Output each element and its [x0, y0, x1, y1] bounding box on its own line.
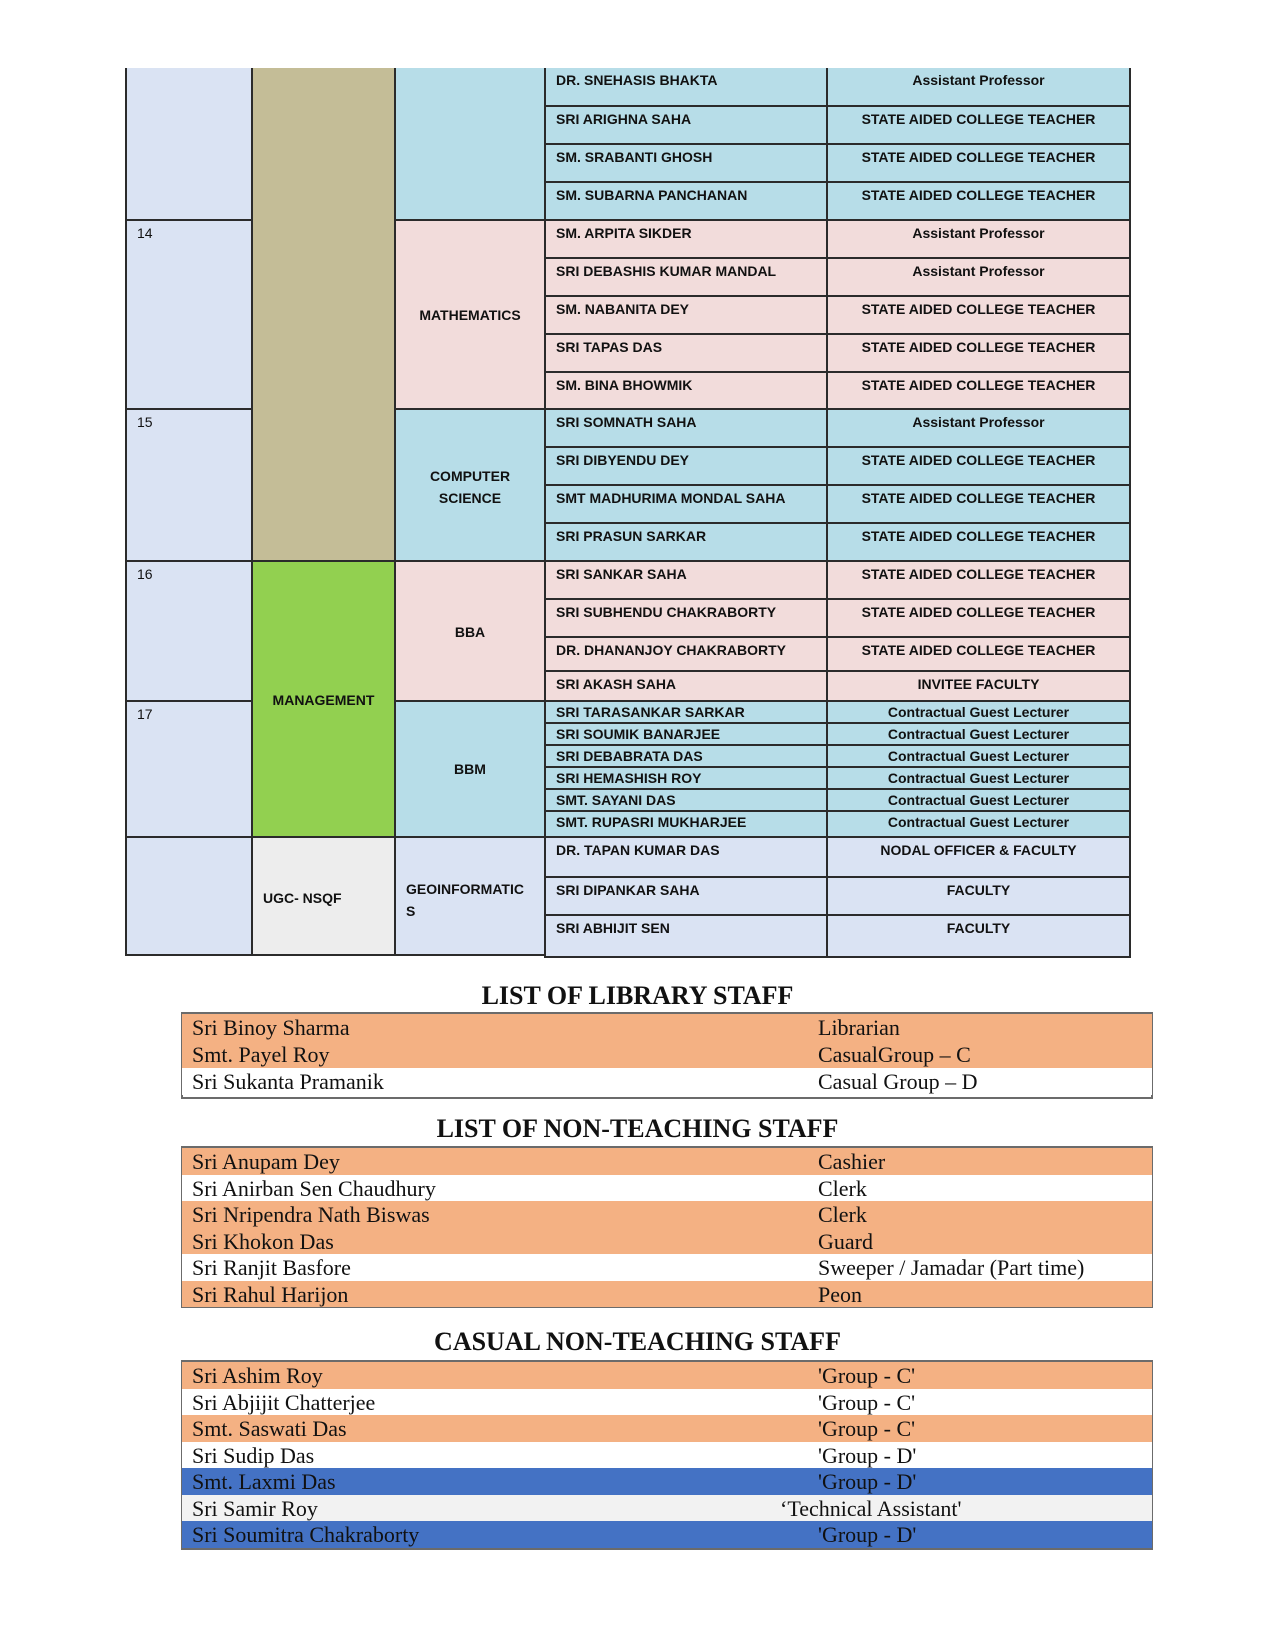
- faculty-designation-cell: [826, 876, 1131, 916]
- faculty-designation: Assistant Professor: [912, 414, 1045, 430]
- faculty-name: SRI DIPANKAR SAHA: [556, 882, 700, 898]
- faculty-designation-cell: [826, 105, 1131, 145]
- faculty-designation-cell: [826, 446, 1131, 486]
- faculty-designation: STATE AIDED COLLEGE TEACHER: [861, 604, 1096, 620]
- staff-row: [182, 1389, 1152, 1416]
- staff-role: Clerk: [818, 1175, 867, 1201]
- serial-cell: [125, 700, 253, 838]
- faculty-designation: Contractual Guest Lecturer: [887, 770, 1070, 786]
- faculty-designation: STATE AIDED COLLEGE TEACHER: [861, 642, 1096, 658]
- stream-cell-ugc: [251, 836, 396, 956]
- faculty-name: SMT MADHURIMA MONDAL SAHA: [556, 490, 786, 506]
- faculty-name-cell: [544, 446, 828, 486]
- stream-cell-management: [251, 560, 396, 838]
- staff-row: [182, 1148, 1152, 1175]
- dept-cell-bbm: [394, 700, 546, 838]
- staff-role: Casual Group – D: [818, 1069, 978, 1094]
- dept-label: MATHEMATICS: [419, 307, 521, 323]
- faculty-designation-cell: [826, 722, 1131, 746]
- faculty-designation-cell: [826, 766, 1131, 790]
- faculty-designation: INVITEE FACULTY: [917, 676, 1040, 692]
- faculty-name-cell: [544, 876, 828, 916]
- serial-cell: [125, 68, 253, 221]
- faculty-name: DR. SNEHASIS BHAKTA: [556, 72, 718, 88]
- faculty-name: SRI PRASUN SARKAR: [556, 528, 707, 544]
- faculty-name: SM. SUBARNA PANCHANAN: [556, 187, 748, 203]
- staff-role: Sweeper / Jamadar (Part time): [818, 1255, 1085, 1280]
- serial-number: 17: [137, 706, 153, 722]
- faculty-name-cell: [544, 68, 828, 107]
- faculty-designation-cell: [826, 744, 1131, 768]
- staff-role: 'Group - D': [818, 1522, 917, 1547]
- faculty-name-cell: [544, 181, 828, 221]
- faculty-designation: STATE AIDED COLLEGE TEACHER: [861, 111, 1096, 127]
- faculty-name-cell: [544, 371, 828, 410]
- faculty-name-cell: [544, 257, 828, 297]
- faculty-designation-cell: [826, 914, 1131, 958]
- faculty-name: SM. SRABANTI GHOSH: [556, 149, 713, 165]
- serial-cell: [125, 408, 253, 562]
- staff-role: 'Group - C': [818, 1363, 916, 1388]
- faculty-designation: Assistant Professor: [912, 72, 1045, 88]
- faculty-designation-cell: [826, 700, 1131, 724]
- staff-row: [182, 1362, 1152, 1389]
- faculty-designation-cell: [826, 636, 1131, 672]
- faculty-designation-cell: [826, 408, 1131, 448]
- faculty-name-cell: [544, 722, 828, 746]
- staff-row: [182, 1254, 1152, 1281]
- staff-name: Sri Rahul Harijon: [192, 1281, 349, 1307]
- staff-row: [182, 1495, 1152, 1522]
- faculty-designation: Assistant Professor: [912, 225, 1045, 241]
- staff-name: Sri Sukanta Pramanik: [192, 1069, 384, 1094]
- faculty-name: SM. BINA BHOWMIK: [556, 377, 693, 393]
- faculty-name: SRI DEBASHIS KUMAR MANDAL: [556, 263, 777, 279]
- staff-row: [182, 1468, 1152, 1495]
- faculty-designation-cell: [826, 560, 1131, 600]
- faculty-name: SM. ARPITA SIKDER: [556, 225, 692, 241]
- faculty-name-cell: [544, 408, 828, 448]
- dept-label: S: [406, 903, 416, 919]
- dept-label: COMPUTER: [429, 468, 511, 484]
- faculty-name: SMT. RUPASRI MUKHARJEE: [556, 814, 747, 830]
- serial-number: 15: [137, 414, 153, 430]
- faculty-designation-cell: [826, 181, 1131, 221]
- faculty-designation-cell: [826, 219, 1131, 259]
- faculty-designation: STATE AIDED COLLEGE TEACHER: [861, 452, 1096, 468]
- staff-role: Librarian: [818, 1015, 900, 1040]
- staff-row: [182, 1014, 1152, 1041]
- faculty-designation-cell: [826, 810, 1131, 838]
- faculty-name-cell: [544, 598, 828, 638]
- library-staff-title: LIST OF LIBRARY STAFF: [481, 981, 794, 1010]
- faculty-designation-cell: [826, 371, 1131, 410]
- staff-name: Sri Anupam Dey: [192, 1149, 340, 1174]
- faculty-name: SRI TAPAS DAS: [556, 339, 663, 355]
- staff-row: [182, 1175, 1152, 1202]
- faculty-name: SRI SANKAR SAHA: [556, 566, 687, 582]
- faculty-name-cell: [544, 105, 828, 145]
- dept-label: SCIENCE: [438, 490, 502, 506]
- staff-row: [182, 1228, 1152, 1255]
- staff-row: [182, 1415, 1152, 1442]
- faculty-designation: Contractual Guest Lecturer: [887, 748, 1070, 764]
- faculty-designation: STATE AIDED COLLEGE TEACHER: [861, 339, 1096, 355]
- staff-name: Sri Anirban Sen Chaudhury: [192, 1175, 436, 1201]
- faculty-designation-cell: [826, 788, 1131, 812]
- faculty-name: SRI DIBYENDU DEY: [556, 452, 690, 468]
- staff-name: Smt. Laxmi Das: [192, 1469, 336, 1494]
- faculty-name-cell: [544, 914, 828, 958]
- faculty-name: SRI SOMNATH SAHA: [556, 414, 697, 430]
- faculty-name: SMT. SAYANI DAS: [556, 792, 676, 808]
- faculty-designation-cell: [826, 598, 1131, 638]
- faculty-name: SM. NABANITA DEY: [556, 301, 689, 317]
- stream-cell-science: [251, 68, 396, 562]
- dept-label: BBA: [454, 624, 486, 640]
- staff-role: ‘Technical Assistant': [780, 1495, 962, 1521]
- staff-name: Sri Binoy Sharma: [192, 1015, 350, 1040]
- faculty-name: SRI AKASH SAHA: [556, 676, 677, 692]
- serial-number: 16: [137, 566, 153, 582]
- faculty-name: SRI ARIGHNA SAHA: [556, 111, 692, 127]
- staff-row: [182, 1041, 1152, 1068]
- stream-label: UGC- NSQF: [263, 890, 342, 906]
- staff-row: [182, 1442, 1152, 1469]
- faculty-designation: FACULTY: [946, 882, 1011, 898]
- faculty-designation-cell: [826, 257, 1131, 297]
- faculty-name-cell: [544, 636, 828, 672]
- faculty-designation: STATE AIDED COLLEGE TEACHER: [861, 301, 1096, 317]
- casual-staff-title: CASUAL NON-TEACHING STAFF: [434, 1327, 841, 1356]
- faculty-name-cell: [544, 744, 828, 768]
- faculty-name: DR. DHANANJOY CHAKRABORTY: [556, 642, 786, 658]
- faculty-designation-cell: [826, 484, 1131, 524]
- faculty-designation-cell: [826, 295, 1131, 335]
- staff-name: Sri Sudip Das: [192, 1442, 315, 1468]
- staff-role: 'Group - C': [818, 1389, 916, 1415]
- faculty-name-cell: [544, 143, 828, 183]
- staff-row: [182, 1201, 1152, 1228]
- faculty-name-cell: [544, 219, 828, 259]
- staff-role: Clerk: [818, 1202, 867, 1227]
- faculty-name-cell: [544, 766, 828, 790]
- faculty-name: SRI ABHIJIT SEN: [556, 920, 670, 936]
- dept-cell-geoinformatics: [394, 836, 546, 956]
- faculty-name-cell: [544, 788, 828, 812]
- staff-name: Smt. Saswati Das: [192, 1416, 347, 1441]
- staff-role: Peon: [818, 1281, 862, 1307]
- staff-role: 'Group - D': [818, 1442, 917, 1468]
- faculty-name-cell: [544, 333, 828, 373]
- staff-name: Sri Samir Roy: [192, 1495, 318, 1521]
- faculty-name-cell: [544, 700, 828, 724]
- faculty-name-cell: [544, 295, 828, 335]
- staff-name: Sri Khokon Das: [192, 1228, 334, 1254]
- faculty-designation: STATE AIDED COLLEGE TEACHER: [861, 490, 1096, 506]
- faculty-designation: STATE AIDED COLLEGE TEACHER: [861, 528, 1096, 544]
- faculty-designation-cell: [826, 522, 1131, 562]
- faculty-designation: Contractual Guest Lecturer: [887, 814, 1070, 830]
- staff-role: CasualGroup – C: [818, 1042, 971, 1067]
- faculty-designation-cell: [826, 143, 1131, 183]
- faculty-designation-cell: [826, 68, 1131, 107]
- faculty-designation: Contractual Guest Lecturer: [887, 726, 1070, 742]
- staff-role: Cashier: [818, 1149, 886, 1174]
- faculty-name-cell: [544, 560, 828, 600]
- faculty-name: SRI TARASANKAR SARKAR: [556, 704, 745, 720]
- dept-label: BBM: [454, 761, 486, 777]
- staff-row: [182, 1281, 1152, 1308]
- faculty-designation: FACULTY: [946, 920, 1011, 936]
- faculty-name: SRI SOUMIK BANARJEE: [556, 726, 721, 742]
- dept-cell-bba: [394, 560, 546, 702]
- faculty-designation: Contractual Guest Lecturer: [887, 792, 1070, 808]
- serial-cell: [125, 219, 253, 410]
- staff-role: Guard: [818, 1228, 873, 1254]
- staff-name: Sri Soumitra Chakraborty: [192, 1522, 420, 1547]
- dept-cell: [394, 68, 546, 221]
- faculty-name-cell: [544, 522, 828, 562]
- faculty-name: SRI DEBABRATA DAS: [556, 748, 703, 764]
- staff-row: [182, 1521, 1152, 1548]
- faculty-name-cell: [544, 484, 828, 524]
- dept-cell-mathematics: [394, 219, 546, 410]
- serial-number: 14: [137, 225, 153, 241]
- staff-name: Sri Ranjit Basfore: [192, 1255, 351, 1280]
- faculty-name-cell: [544, 836, 828, 878]
- faculty-designation: STATE AIDED COLLEGE TEACHER: [861, 377, 1096, 393]
- dept-label: GEOINFORMATIC: [406, 881, 524, 897]
- staff-name: Sri Abjijit Chatterjee: [192, 1389, 376, 1415]
- staff-role: 'Group - D': [818, 1469, 917, 1494]
- staff-role: 'Group - C': [818, 1416, 916, 1441]
- faculty-designation-cell: [826, 670, 1131, 702]
- faculty-name-cell: [544, 810, 828, 838]
- staff-name: Smt. Payel Roy: [192, 1042, 330, 1067]
- faculty-designation: STATE AIDED COLLEGE TEACHER: [861, 187, 1096, 203]
- faculty-designation: NODAL OFFICER & FACULTY: [880, 842, 1077, 858]
- stream-label: MANAGEMENT: [272, 692, 375, 708]
- faculty-name: SRI SUBHENDU CHAKRABORTY: [556, 604, 777, 620]
- faculty-name-cell: [544, 670, 828, 702]
- faculty-designation-cell: [826, 836, 1131, 878]
- staff-name: Sri Nripendra Nath Biswas: [192, 1202, 430, 1227]
- dept-cell-computer-science: [394, 408, 546, 562]
- non-teaching-staff-title: LIST OF NON-TEACHING STAFF: [436, 1114, 839, 1143]
- serial-cell: [125, 836, 253, 956]
- serial-cell: [125, 560, 253, 702]
- staff-name: Sri Ashim Roy: [192, 1363, 323, 1388]
- faculty-name: DR. TAPAN KUMAR DAS: [556, 842, 720, 858]
- staff-row: [182, 1068, 1152, 1095]
- faculty-designation: Assistant Professor: [912, 263, 1045, 279]
- faculty-designation-cell: [826, 333, 1131, 373]
- faculty-designation: Contractual Guest Lecturer: [887, 704, 1070, 720]
- faculty-designation: STATE AIDED COLLEGE TEACHER: [861, 566, 1096, 582]
- faculty-designation: STATE AIDED COLLEGE TEACHER: [861, 149, 1096, 165]
- faculty-name: SRI HEMASHISH ROY: [556, 770, 702, 786]
